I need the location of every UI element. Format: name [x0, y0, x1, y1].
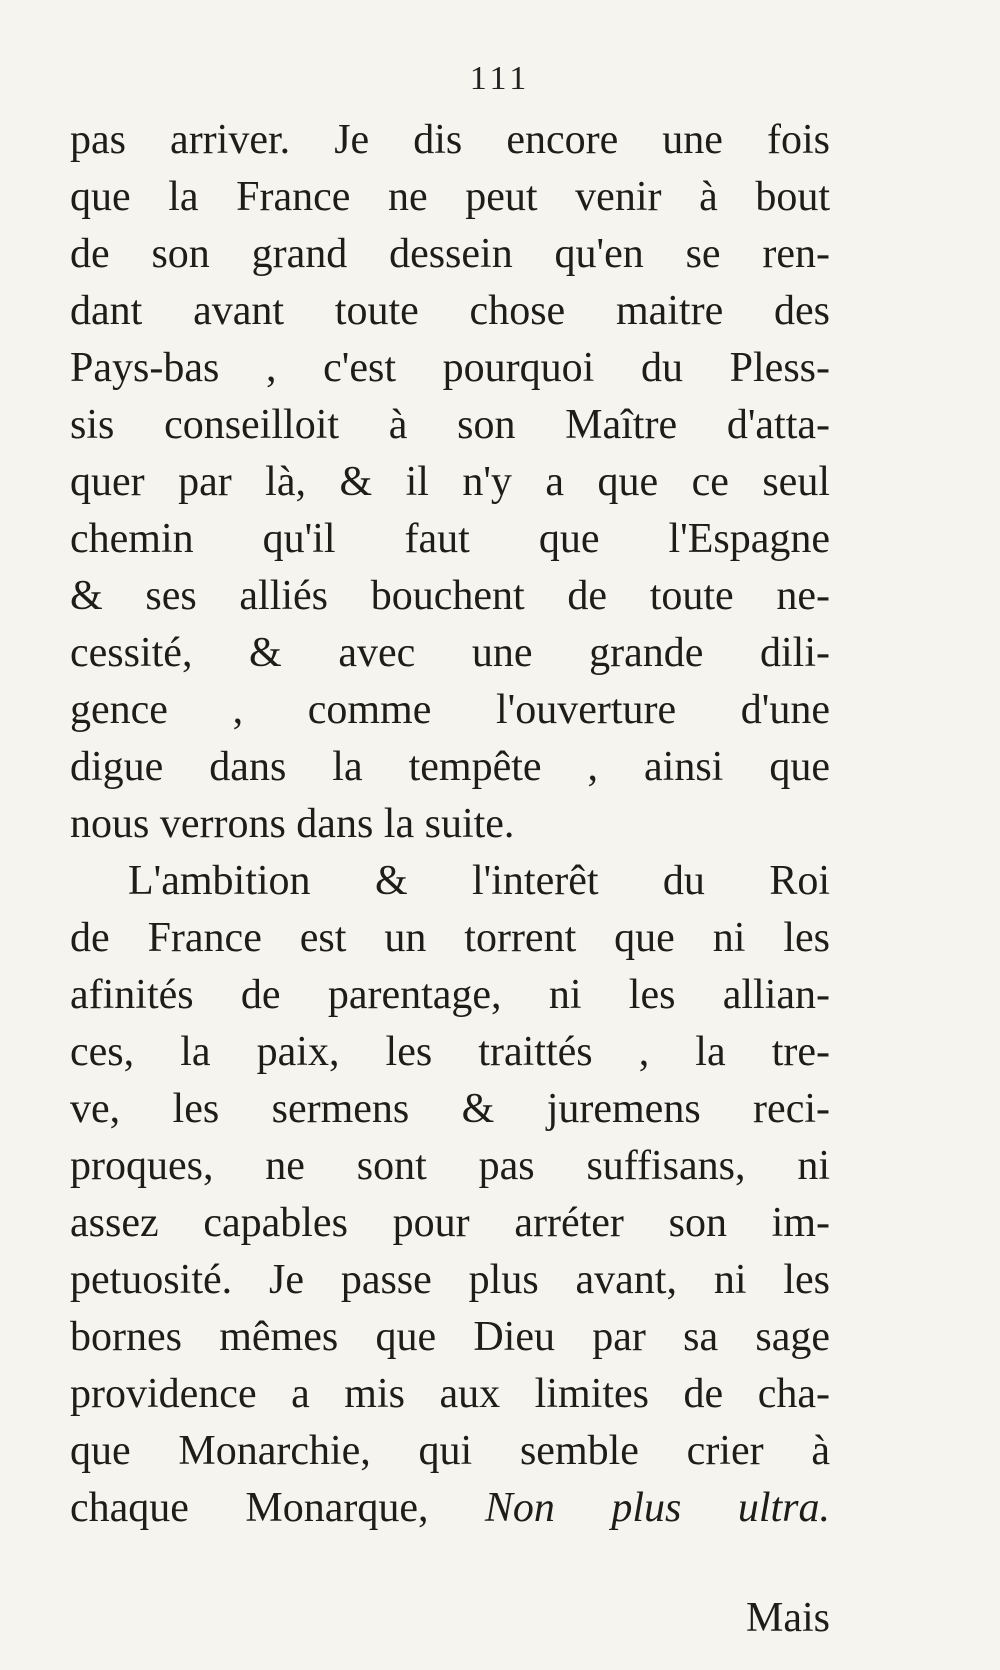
- page-number: 111: [469, 60, 531, 97]
- text-line: de France est un torrent que ni les: [70, 915, 830, 961]
- text-line: chemin qu'il faut que l'Espagne: [70, 516, 830, 562]
- final-text-line: [70, 1480, 830, 1537]
- body-text: [70, 112, 830, 1537]
- text-line: dant avant toute chose maitre des: [70, 288, 830, 334]
- text-line: ve, les sermens & juremens reci-: [70, 1086, 830, 1132]
- text-line: de son grand dessein qu'en se ren-: [70, 231, 830, 277]
- text-line: ces, la paix, les traittés , la tre-: [70, 1029, 830, 1075]
- text-line: nous verrons dans la suite.: [70, 801, 515, 847]
- text-line: pas arriver. Je dis encore une fois: [70, 117, 830, 163]
- text-line: quer par là, & il n'y a que ce seul: [70, 459, 830, 505]
- catchword: Mais: [746, 1595, 830, 1641]
- text-line: digue dans la tempête , ainsi que: [70, 744, 830, 790]
- text-line: proques, ne sont pas suffisans, ni: [70, 1143, 830, 1189]
- text-line: petuosité. Je passe plus avant, ni les: [70, 1257, 830, 1303]
- text-line: afinités de parentage, ni les allian-: [70, 972, 830, 1018]
- text-line: que Monarchie, qui semble crier à: [70, 1428, 830, 1474]
- text-line: sis conseilloit à son Maître d'atta-: [70, 402, 830, 448]
- final-line-italic: Non plus ultra.: [484, 1485, 830, 1531]
- text-line: Pays-bas , c'est pourquoi du Pless-: [70, 345, 830, 391]
- text-line: que la France ne peut venir à bout: [70, 174, 830, 220]
- paragraph-first-line: L'ambition & l'interêt du Roi: [128, 858, 830, 904]
- text-line: gence , comme l'ouverture d'une: [70, 687, 830, 733]
- text-line: bornes mêmes que Dieu par sa sage: [70, 1314, 830, 1360]
- text-line: cessité, & avec une grande dili-: [70, 630, 830, 676]
- final-line-roman: chaque Monarque,: [70, 1485, 429, 1531]
- text-line: assez capables pour arréter son im-: [70, 1200, 830, 1246]
- text-line: providence a mis aux limites de cha-: [70, 1371, 830, 1417]
- text-line: & ses alliés bouchent de toute ne-: [70, 573, 830, 619]
